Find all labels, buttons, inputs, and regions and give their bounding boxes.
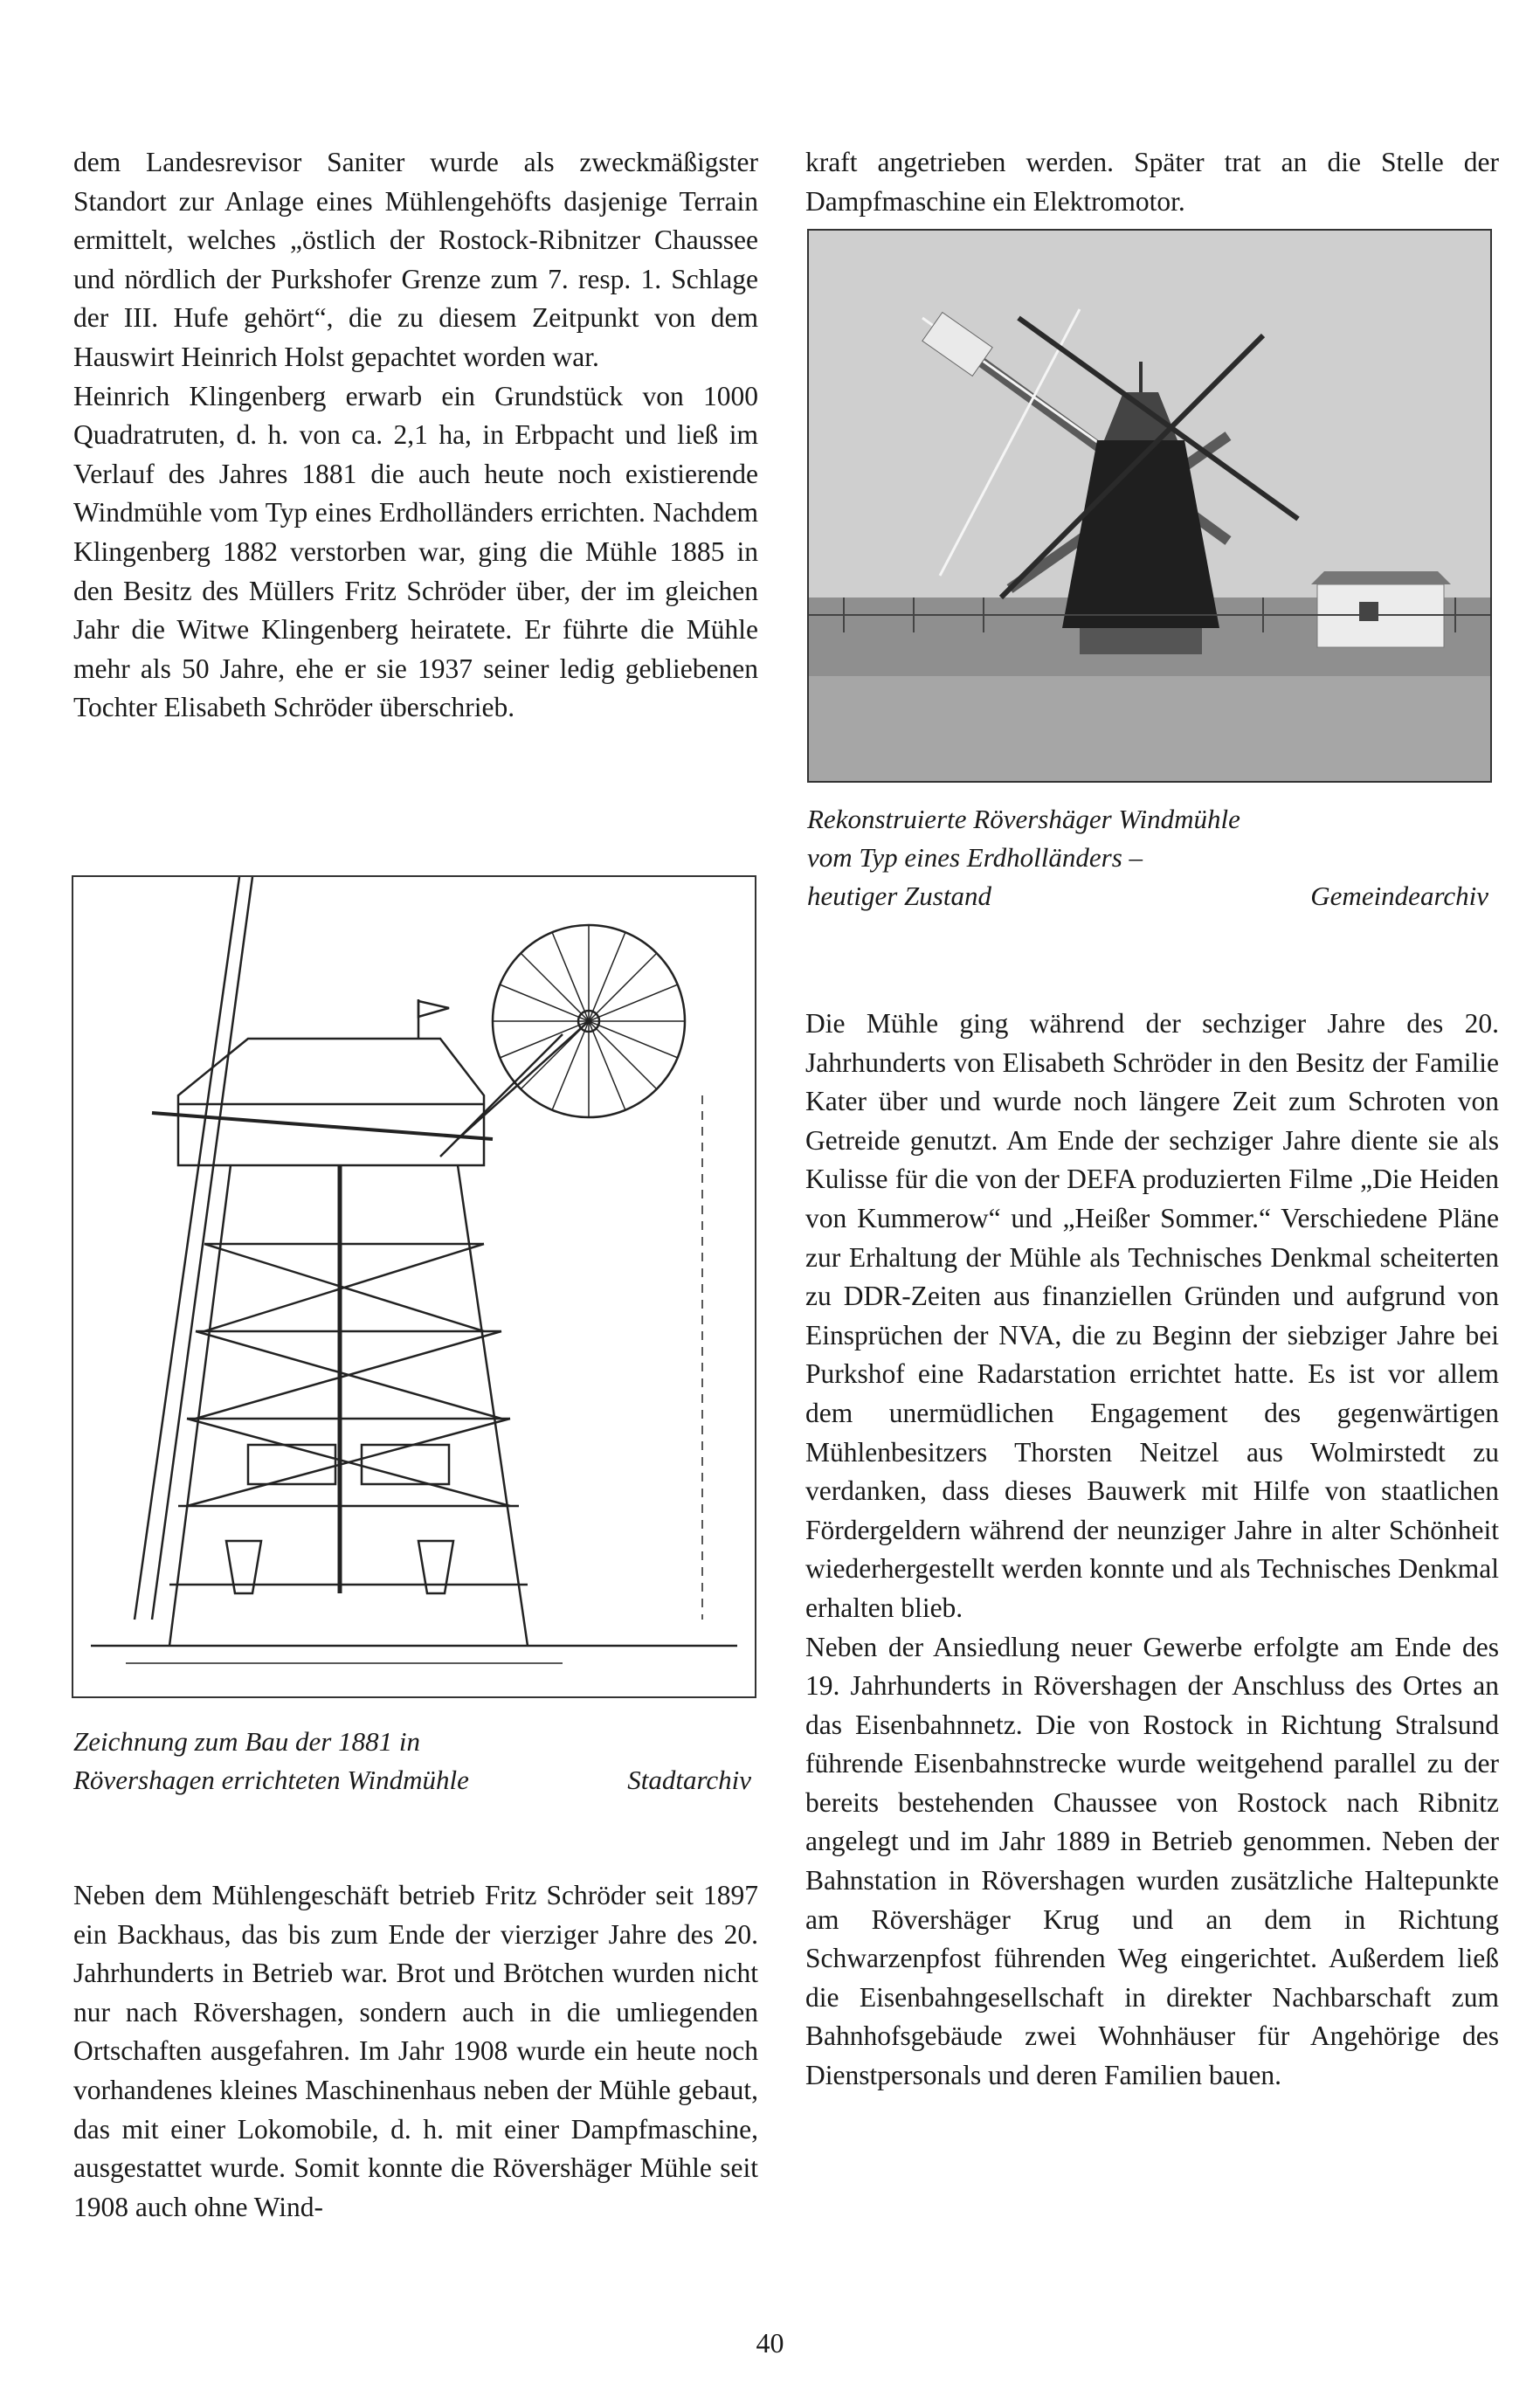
- photo-caption-line-1: Rekonstruierte Rövershäger Windmühle: [807, 804, 1240, 834]
- paragraph-backhaus: Neben dem Mühlengeschäft betrieb Fritz Schröder seit 1897 ein Backhaus, das bis zum Ende der vierziger Jahre des 20. Jahrhunderts in Betrieb war. Brot und Brötchen wurden nicht nur nach Rövershagen, sondern auch in die umliegenden Ortschaften ausgefahren. Im Jahr 1908 wurde ein heute noch vorhandenes kleines Maschinenhaus neben der Mühle gebaut, das mit einer Lokomobile, d. h. mit einer Dampfmaschine, ausgestattet wurde. Somit konnte die Rövershäger Mühle seit 1908 auch ohne Wind-: [73, 1880, 758, 2222]
- left-column-lower-text: [73, 1876, 758, 2227]
- windmill-drawing-illustration: [73, 877, 755, 1696]
- page-number: 40: [756, 2327, 784, 2359]
- right-column-lower-text: [805, 1005, 1499, 2096]
- drawing-caption-credit: Stadtarchiv: [627, 1765, 751, 1795]
- drawing-caption: [73, 1723, 751, 1799]
- photo-caption: [807, 800, 1488, 915]
- paragraph-saniter: dem Landesrevisor Saniter wurde als zweckmäßigster Standort zur Anlage eines Mühlengehöfts dasjenige Terrain ermittelt, welches „östlich der Rostock-Ribnitzer Chaussee und nördlich der Purkshofer Grenze zum 7. resp. 1. Schlage der III. Hufe gehört“, die zu diesem Zeitpunkt von dem Hauswirt Heinrich Holst gepachtet worden war.: [73, 147, 758, 372]
- photo-caption-line-2: vom Typ eines Erdholländers –: [807, 842, 1143, 873]
- paragraph-klingenberg: Heinrich Klingenberg erwarb ein Grundstück von 1000 Quadratruten, d. h. von ca. 2,1 ha, in Erbpacht und ließ im Verlauf des Jahres 1881 die auch heute noch existierende Windmühle vom Typ eines Erdholländers errichten. Nachdem Klingenberg 1882 verstorben war, ging die Mühle 1885 in den Besitz des Müllers Fritz Schröder über, der im gleichen Jahr die Witwe Klingenberg heiratete. Er führte die Mühle mehr als 50 Jahre, ehe er sie 1937 seiner ledig gebliebenen Tochter Elisabeth Schröder überschrieb.: [73, 380, 758, 723]
- windmill-photograph: [807, 229, 1492, 783]
- photo-caption-credit: Gemeindearchiv: [1310, 881, 1488, 911]
- paragraph-kater: Die Mühle ging während der sechziger Jahre des 20. Jahrhunderts von Elisabeth Schröder in den Besitz der Familie Kater über und wurde noch längere Zeit zum Schroten von Getreide genutzt. Am Ende der sechziger Jahre diente sie als Kulisse für die von der DEFA produzierten Filme „Die Heiden von Kummerow“ und „Heißer Sommer.“ Verschiedene Pläne zur Erhaltung der Mühle als Technisches Denkmal scheiterten zu DDR-Zeiten aus finanziellen Gründen und aufgrund von Einsprüchen der NVA, die zu Beginn der siebziger Jahre bei Purkshof eine Radarstation errichtet hatte. Es ist vor allem dem unermüdlichen Engagement des gegenwärtigen Mühlenbesitzers Thorsten Neitzel aus Wolmirstedt zu verdanken, dass dieses Bauwerk mit Hilfe von staatlichen Fördergeldern während der neunziger Jahre in alter Schönheit wiederhergestellt werden konnte und als Technisches Denkmal erhalten blieb.: [805, 1008, 1499, 1623]
- windmill-photo-illustration: [809, 231, 1490, 781]
- left-column-upper-text: [73, 143, 758, 728]
- drawing-caption-line-2: Rövershagen errichteten Windmühle: [73, 1765, 469, 1795]
- paragraph-eisenbahn: Neben der Ansiedlung neuer Gewerbe erfolgte am Ende des 19. Jahrhunderts in Rövershagen der Anschluss des Ortes an das Eisenbahnnetz. Die von Rostock in Richtung Stralsund führende Eisenbahnstrecke wurde weitgehend parallel zu der bereits bestehenden Chaussee von Rostock nach Ribnitz angelegt und im Jahr 1889 in Betrieb genommen. Neben der Bahnstation in Rövershagen wurden zusätzliche Haltepunkte am Rövershäger Krug und an dem in Richtung Schwarzenpfost führenden Weg eingerichtet. Außerdem ließ die Eisenbahngesellschaft in direkter Nachbarschaft zum Bahnhofsgebäude zwei Wohnhäuser für Angehörige des Dienstpersonals und deren Familien bauen.: [805, 1631, 1499, 2091]
- right-column-top-text: [805, 143, 1499, 221]
- drawing-caption-line-1: Zeichnung zum Bau der 1881 in: [73, 1726, 420, 1757]
- paragraph-elektromotor: kraft angetrieben werden. Später trat an die Stelle der Dampfmaschine ein Elektromotor.: [805, 147, 1499, 217]
- photo-caption-line-3: heutiger Zustand: [807, 881, 991, 911]
- windmill-construction-drawing: [72, 875, 756, 1698]
